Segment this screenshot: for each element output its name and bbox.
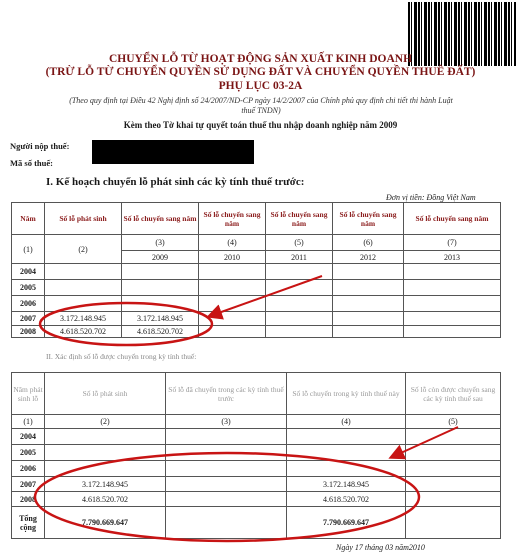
t2-index-3: (3)	[166, 415, 287, 429]
t2-index-1: (1)	[12, 415, 45, 429]
section1-title: I. Kế hoạch chuyển lỗ phát sinh các kỳ tính thuế trước:	[46, 176, 305, 188]
t1-index-7: (7)	[404, 235, 501, 251]
t2-header-prior: Số lỗ đã chuyển trong các kỳ tính thuế trước	[166, 373, 287, 415]
legal-note-1: (Theo quy định tại Điều 42 Nghị định số 24/2007/ND-CP ngày 14/2/2007 của Chính phủ quy định chi tiết thi hành Luật	[69, 96, 453, 105]
t2-header-remaining: Số lỗ còn được chuyển sang các kỳ tính thuế sau	[406, 373, 501, 415]
t2-header-loss: Số lỗ phát sinh	[45, 373, 166, 415]
t1-target-year-2009: 2009	[122, 251, 199, 264]
t1-header-c5: Số lỗ chuyển sang năm	[266, 203, 333, 235]
t1-index-5: (5)	[266, 235, 333, 251]
t2-current: 4.618.520.702	[287, 492, 406, 507]
t1-loss: 3.172.148.945	[45, 312, 122, 326]
t1-year: 2007	[12, 312, 45, 326]
t2-year: 2006	[12, 461, 45, 477]
t2-index-2: (2)	[45, 415, 166, 429]
attachment-note: Kèm theo Tờ khai tự quyết toán thuế thu nhập doanh nghiệp năm 2009	[123, 120, 398, 130]
t2-total-loss: 7.790.669.647	[45, 507, 166, 539]
t1-index-1: (1)	[12, 235, 45, 264]
t1-index-3: (3)	[122, 235, 199, 251]
t1-index-6: (6)	[333, 235, 404, 251]
highlight-ellipse-2	[35, 453, 419, 541]
footer-date: Ngày 17 tháng 03 năm2010	[336, 543, 425, 552]
t1-header-c3: Số lỗ chuyển sang năm	[122, 203, 199, 235]
title-line-1: CHUYỂN LỖ TỪ HOẠT ĐỘNG SẢN XUẤT KINH DOANH	[108, 53, 413, 65]
t2-current: 3.172.148.945	[287, 477, 406, 492]
t1-index-4: (4)	[199, 235, 266, 251]
taxcode-label: Mã số thuế:	[10, 158, 53, 168]
title-line-3: PHỤ LỤC 03-2A	[218, 80, 303, 92]
highlight-ellipse-1	[40, 303, 212, 345]
currency-unit: Đơn vị tiền: Đồng Việt Nam	[386, 193, 476, 202]
t1-target-year-2011: 2011	[266, 251, 333, 264]
t2-header-current: Số lỗ chuyển trong kỳ tính thuế này	[287, 373, 406, 415]
t1-year: 2008	[12, 326, 45, 338]
legal-note-2: thuế TNDN)	[241, 106, 281, 115]
section2-title: II. Xác định số lỗ được chuyển trong kỳ tính thuế:	[46, 352, 197, 361]
t1-year: 2005	[12, 280, 45, 296]
t2-index-5: (5)	[406, 415, 501, 429]
t2-year: 2008	[12, 492, 45, 507]
taxpayer-label: Người nộp thuế:	[10, 141, 70, 151]
t1-carry: 3.172.148.945	[122, 312, 199, 326]
t1-header-c7: Số lỗ chuyển sang năm	[404, 203, 501, 235]
t1-header-loss: Số lỗ phát sinh	[45, 203, 122, 235]
t2-total-current: 7.790.669.647	[287, 507, 406, 539]
arrow-2	[392, 427, 458, 457]
t2-loss: 3.172.148.945	[45, 477, 166, 492]
t2-year: 2004	[12, 429, 45, 445]
t2-year: 2005	[12, 445, 45, 461]
t2-loss: 4.618.520.702	[45, 492, 166, 507]
t2-total-label: Tổng cộng	[12, 507, 45, 539]
t2-year: 2007	[12, 477, 45, 492]
t1-carry: 4.618.520.702	[122, 326, 199, 338]
t1-target-year-2012: 2012	[333, 251, 404, 264]
t2-header-year: Năm phát sinh lỗ	[12, 373, 45, 415]
t1-header-c4: Số lỗ chuyển sang năm	[199, 203, 266, 235]
title-line-2: (TRỪ LỖ TỪ CHUYỂN QUYỀN SỬ DỤNG ĐẤT VÀ CHUYỂN QUYỀN THUÊ ĐẤT)	[45, 66, 476, 78]
t1-index-2: (2)	[45, 235, 122, 264]
t2-index-4: (4)	[287, 415, 406, 429]
t1-target-year-2013: 2013	[404, 251, 501, 264]
t1-year: 2006	[12, 296, 45, 312]
t1-header-c6: Số lỗ chuyển sang năm	[333, 203, 404, 235]
t1-year: 2004	[12, 264, 45, 280]
t1-target-year-2010: 2010	[199, 251, 266, 264]
t1-header-year: Năm	[12, 203, 45, 235]
arrow-1	[210, 276, 322, 316]
t1-loss: 4.618.520.702	[45, 326, 122, 338]
